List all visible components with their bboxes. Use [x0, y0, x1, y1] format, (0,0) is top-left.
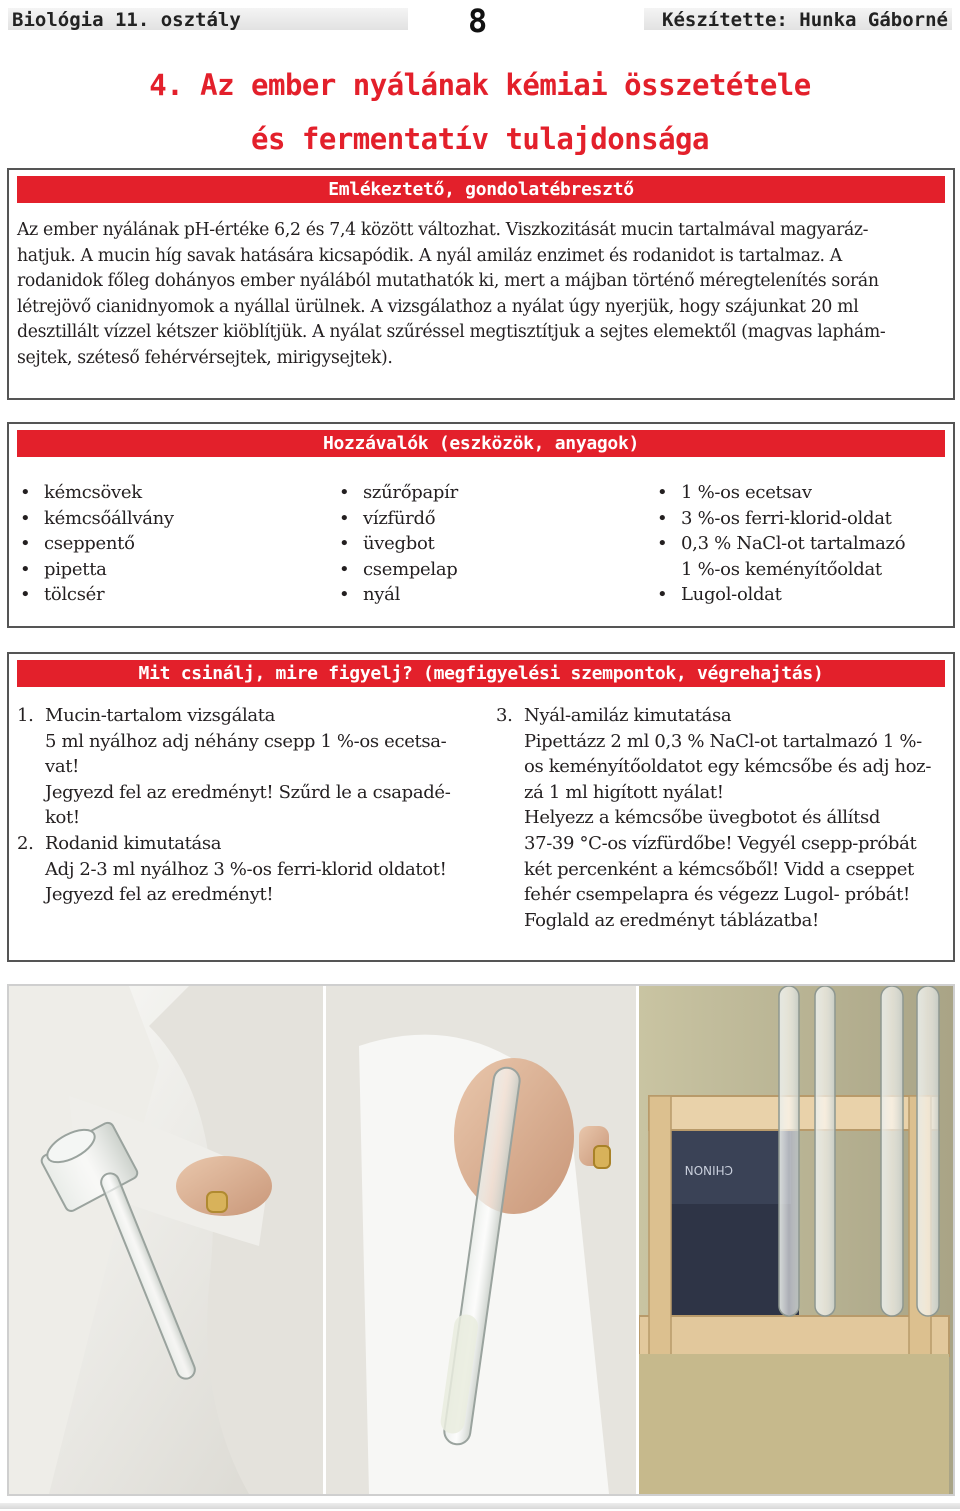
- photo-test-tube-rack: [639, 986, 953, 1494]
- step-text: 37-39 °C-os vízfürdőbe! Vegyél csepp-próbát: [524, 832, 917, 854]
- photo-holding-test-tube: [326, 986, 636, 1494]
- reminder-line: rodanidok főleg dohányos ember nyálából mutathatók ki, mert a májban történő méregtelenítés során: [17, 271, 879, 292]
- step-text: Pipettázz 2 ml 0,3 % NaCl-ot tartalmazó 1 %-: [524, 730, 922, 752]
- lab-photo-strip: [9, 986, 953, 1494]
- list-item: • tölcsér: [17, 582, 174, 608]
- step-text: fehér csempelapra és végezz Lugol- próbát!: [524, 884, 910, 906]
- step-text: vat!: [45, 756, 79, 778]
- photo-pouring-beaker: [9, 986, 323, 1494]
- step-text: Nyál-amiláz kimutatása: [524, 705, 732, 726]
- ingredients-column-1: [17, 480, 174, 608]
- step-number: 3.: [496, 705, 513, 726]
- reminder-box: [7, 168, 955, 400]
- list-item: • kémcsőállvány: [17, 506, 174, 532]
- step-line: [17, 831, 450, 857]
- reminder-line: létrejövő cianidnyomok a nyállal ürülnek. A vizsgálathoz a nyálat úgy nyerjük, hogy szájunkat 20 ml: [17, 296, 859, 317]
- list-item: • nyál: [336, 582, 458, 608]
- step-text: két percenként a kémcsőből! Vidd a cseppet: [524, 858, 914, 880]
- reminder-text: [17, 218, 941, 372]
- step-line: [496, 882, 931, 908]
- list-item: • Lugol-oldat: [654, 582, 905, 608]
- ingredients-column-2: [336, 480, 458, 608]
- list-item: • 3 %-os ferri-klorid-oldat: [654, 506, 905, 532]
- list-item: • üvegbot: [336, 531, 458, 557]
- step-text: 5 ml nyálhoz adj néhány csepp 1 %-os ecetsa-: [45, 730, 447, 752]
- page-number: 8: [468, 2, 488, 40]
- title-line-1: 4. Az ember nyálának kémiai összetétele: [149, 68, 811, 102]
- step-text: Foglald az eredményt táblázatba!: [524, 909, 819, 931]
- footer-band: [0, 1503, 960, 1509]
- procedure-left-column: [17, 703, 450, 908]
- page-header: [8, 2, 952, 40]
- step-text: Mucin-tartalom vizsgálata: [45, 705, 276, 726]
- reminder-line: desztillált vízzel kétszer kiöblítjük. A nyálat szűréssel megtisztítjuk a sejtes elemektől (magvas laphám-: [17, 322, 886, 343]
- reminder-line: hatjuk. A mucin híg savak hatására kicsapódik. A nyál amiláz enzimet és rodanidot is tartalmaz. A: [17, 245, 842, 266]
- list-item: • szűrőpapír: [336, 480, 458, 506]
- step-line: [496, 703, 931, 729]
- step-line: [17, 882, 450, 908]
- step-line: [496, 805, 931, 831]
- procedure-right-column: [496, 703, 931, 933]
- step-line: [17, 729, 450, 755]
- step-line: [496, 754, 931, 780]
- title-line-2: és fermentatív tulajdonsága: [251, 122, 709, 156]
- procedure-heading: Mit csinálj, mire figyelj? (megfigyelési szempontok, végrehajtás): [17, 660, 945, 687]
- list-item: • cseppentő: [17, 531, 174, 557]
- list-item-continuation: 1 %-os keményítőoldat: [681, 558, 882, 580]
- step-line: [496, 908, 931, 934]
- list-item: • kémcsövek: [17, 480, 174, 506]
- reminder-heading: Emlékeztető, gondolatébresztő: [17, 176, 945, 203]
- list-item: • vízfürdő: [336, 506, 458, 532]
- step-line: [496, 729, 931, 755]
- step-number: 1.: [17, 705, 34, 726]
- step-line: [496, 857, 931, 883]
- ingredients-box: [7, 422, 955, 628]
- list-item: • pipetta: [17, 557, 174, 583]
- step-line: [496, 831, 931, 857]
- lab-photos: [7, 984, 955, 1496]
- step-number: 2.: [17, 832, 34, 854]
- step-text: Rodanid kimutatása: [45, 832, 222, 854]
- list-item: • 1 %-os ecetsav: [654, 480, 905, 506]
- header-subject: Biológia 11. osztály: [12, 9, 241, 31]
- device-label: CHINON: [684, 1163, 733, 1177]
- step-text: zá 1 ml higított nyálat!: [524, 781, 724, 803]
- procedure-box: [7, 652, 955, 962]
- step-line: [17, 754, 450, 780]
- reminder-line: Az ember nyálának pH-értéke 6,2 és 7,4 között változhat. Viszkozitását mucin tartalmával magyaráz-: [17, 220, 869, 240]
- step-line: [496, 780, 931, 806]
- step-text: Jegyezd fel az eredményt! Szűrd le a csapadé-: [45, 781, 451, 803]
- step-text: kot!: [45, 807, 80, 829]
- step-text: Jegyezd fel az eredményt!: [45, 884, 274, 906]
- step-line: [17, 780, 450, 806]
- list-item: • 0,3 % NaCl-ot tartalmazó: [654, 531, 905, 557]
- step-line: [17, 857, 450, 883]
- ingredients-heading: Hozzávalók (eszközök, anyagok): [17, 430, 945, 457]
- step-line: [17, 805, 450, 831]
- step-line: [17, 703, 450, 729]
- page-title: [0, 58, 960, 166]
- reminder-line: sejtek, széteső fehérvérsejtek, mirigysejtek).: [17, 347, 393, 368]
- step-text: Adj 2-3 ml nyálhoz 3 %-os ferri-klorid oldatot!: [45, 858, 447, 880]
- list-item: • csempelap: [336, 557, 458, 583]
- step-text: Helyezz a kémcsőbe üvegbotot és állítsd: [524, 807, 881, 829]
- header-author: Készítette: Hunka Gáborné: [662, 9, 948, 31]
- step-text: os keményítőoldatot egy kémcsőbe és adj hoz-: [524, 756, 932, 778]
- ingredients-column-3: [654, 480, 905, 608]
